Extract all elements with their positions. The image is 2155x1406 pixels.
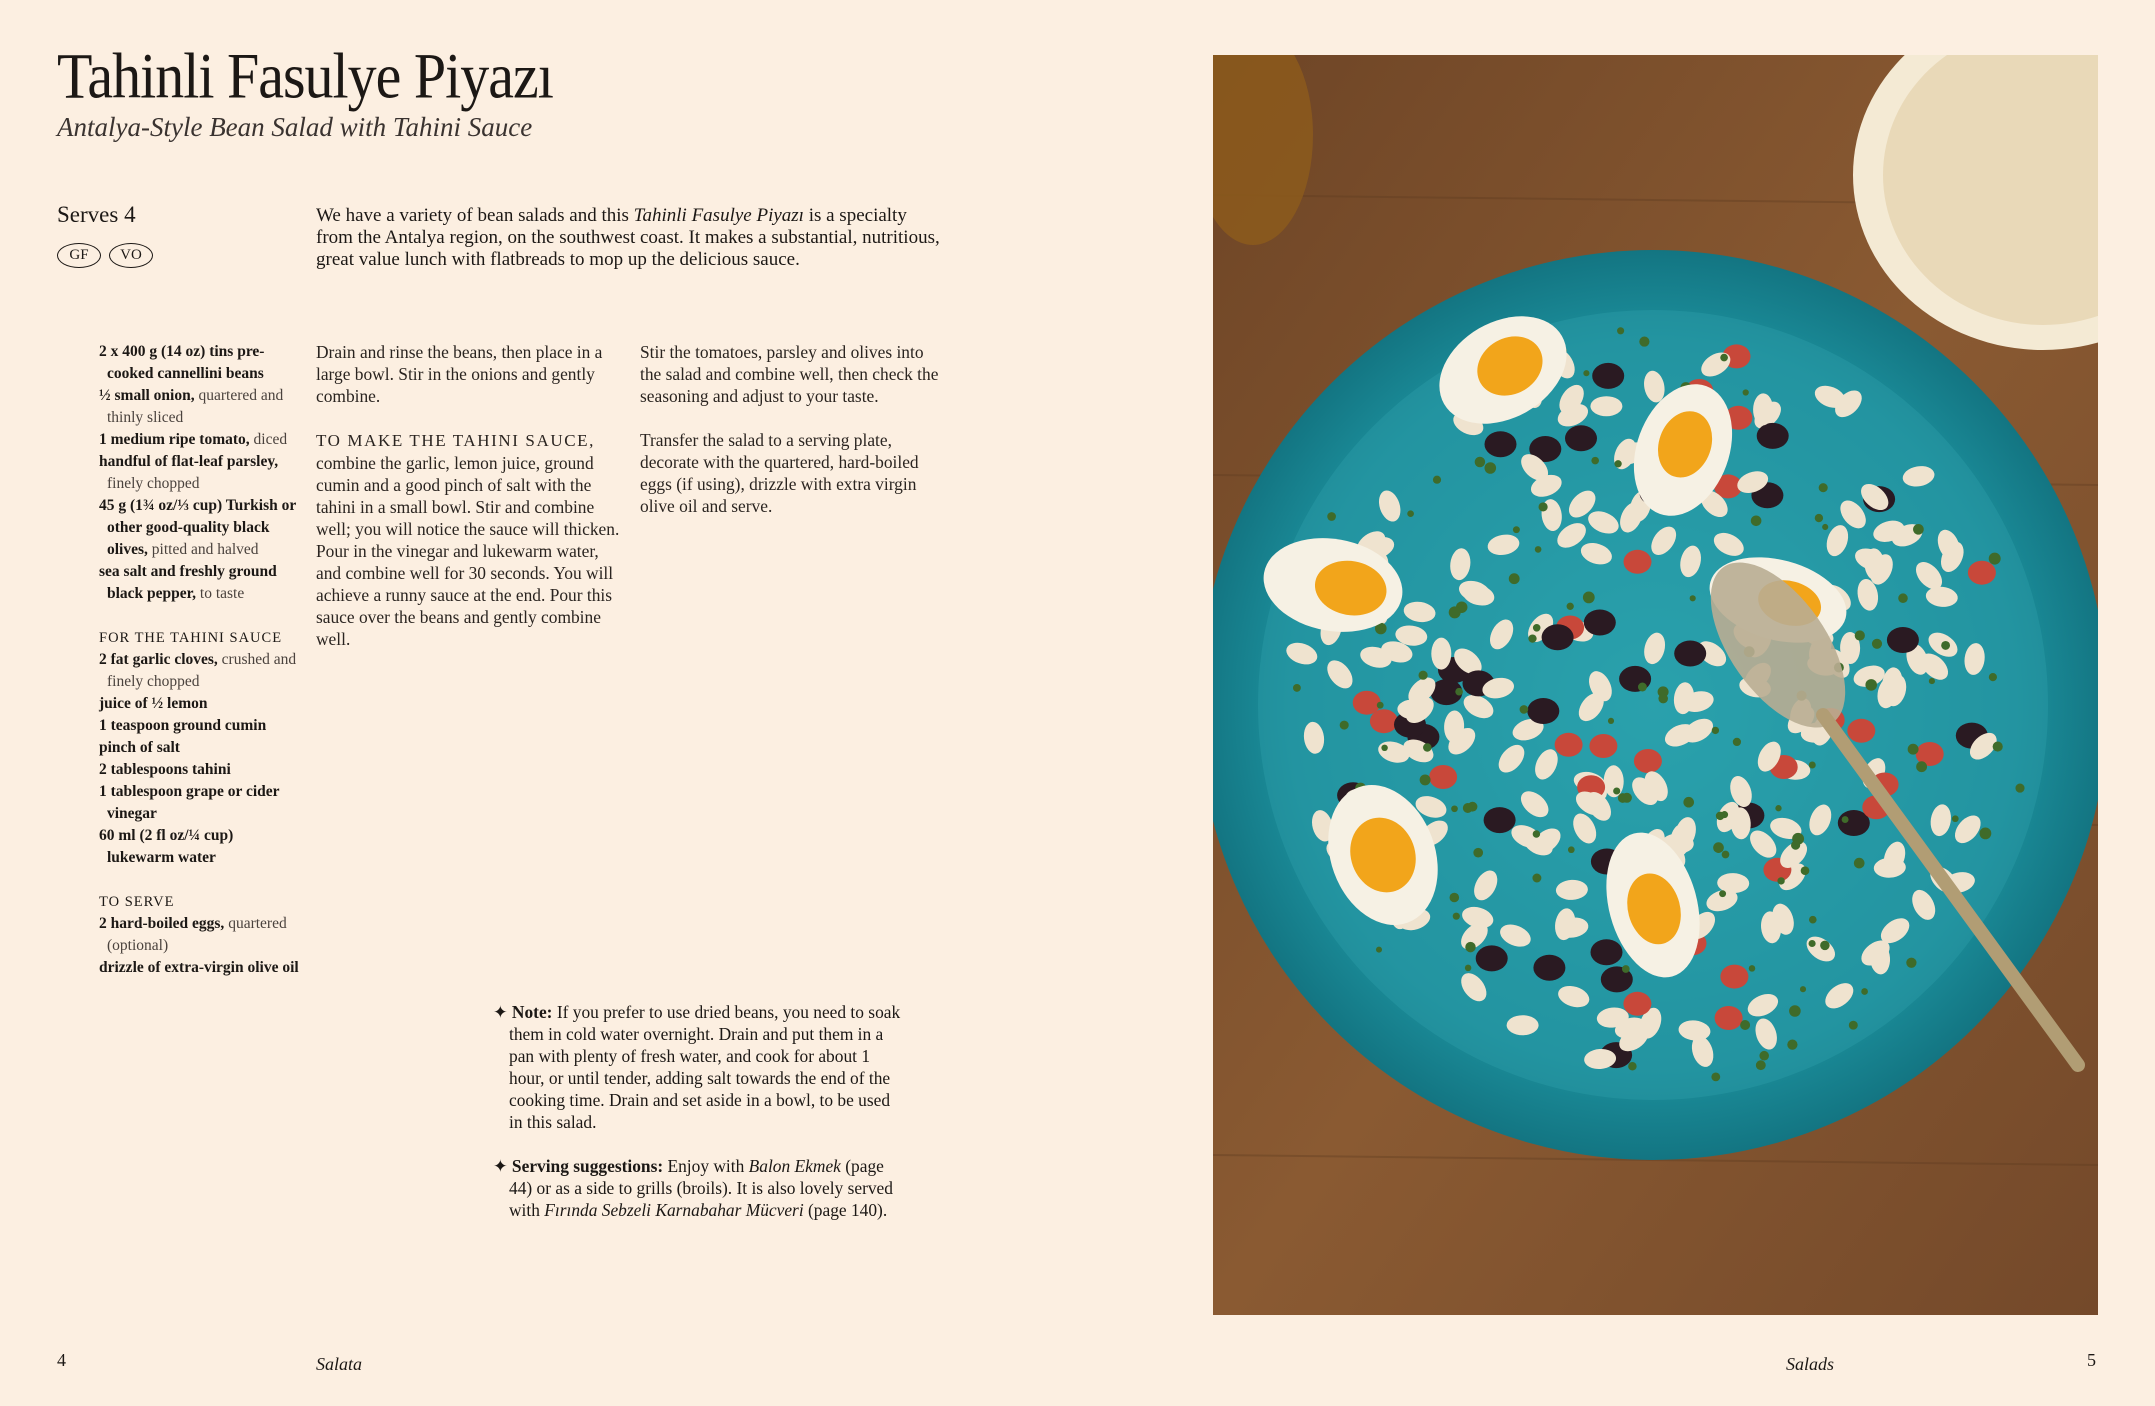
parsley-fleck bbox=[1450, 893, 1460, 903]
parsley-fleck bbox=[1712, 727, 1719, 734]
serving-dish-2: Fırında Sebzeli Karnabahar Mücveri bbox=[544, 1200, 804, 1220]
ingredient-item bbox=[99, 957, 304, 979]
parsley-fleck bbox=[1865, 679, 1877, 691]
olive bbox=[1533, 955, 1565, 981]
tomato-piece bbox=[1715, 1006, 1743, 1030]
note-label: Note: bbox=[511, 1002, 553, 1022]
parsley-fleck bbox=[1591, 457, 1599, 465]
parsley-fleck bbox=[1898, 593, 1908, 603]
olive bbox=[1674, 641, 1706, 667]
ingredient-item bbox=[99, 781, 304, 825]
note-text: If you prefer to use dried beans, you need to soak them in cold water overnight. Drain and put them in a pan with plenty of fresh water, and cook for about 1 hour, or until tender, adding salt towards the end of the cooking time. Drain and set aside in a bowl, to be used in this salad. bbox=[509, 1002, 901, 1132]
tomato-piece bbox=[1589, 734, 1617, 758]
serving-text-e: (page 140). bbox=[803, 1200, 888, 1220]
diet-badges bbox=[57, 243, 153, 268]
parsley-fleck bbox=[1475, 457, 1485, 467]
ingredient-name: ½ small onion, bbox=[99, 387, 195, 404]
parsley-fleck bbox=[1719, 890, 1726, 897]
parsley-fleck bbox=[1419, 671, 1428, 680]
parsley-fleck bbox=[2015, 784, 2024, 793]
parsley-fleck bbox=[1713, 842, 1724, 853]
parsley-fleck bbox=[1658, 694, 1667, 703]
parsley-fleck bbox=[1293, 684, 1301, 692]
parsley-fleck bbox=[1465, 965, 1471, 971]
serving-text-c: (page 44) or as a side to grills (broils). It is also lovely served with bbox=[509, 1156, 893, 1220]
tomato-piece bbox=[1624, 550, 1652, 574]
ingredient-note: quartered and thinly sliced bbox=[107, 387, 284, 426]
ingredient-item bbox=[99, 451, 304, 495]
parsley-fleck bbox=[1340, 721, 1349, 730]
ingredient-item bbox=[99, 429, 304, 451]
parsley-fleck bbox=[1711, 1072, 1720, 1081]
parsley-fleck bbox=[1929, 678, 1935, 684]
parsley-fleck bbox=[1423, 743, 1432, 752]
method-step-3: Stir the tomatoes, parsley and olives into the salad and combine well, then check the seasoning and adjust to your taste. bbox=[640, 342, 939, 406]
parsley-fleck bbox=[1759, 1051, 1769, 1061]
ingredient-name: drizzle of extra-virgin olive oil bbox=[99, 959, 299, 976]
ingredient-item bbox=[99, 341, 304, 385]
ingredient-name: 1 teaspoon ground cumin bbox=[99, 717, 267, 734]
tomato-piece bbox=[1634, 749, 1662, 773]
parsley-fleck bbox=[1800, 986, 1806, 992]
tomato-piece bbox=[1720, 965, 1748, 989]
ingredient-item bbox=[99, 385, 304, 429]
parsley-fleck bbox=[1941, 641, 1950, 650]
method-column-2 bbox=[640, 341, 940, 517]
parsley-fleck bbox=[1614, 460, 1621, 467]
method-step-2 bbox=[316, 429, 621, 650]
page-number-right: 5 bbox=[2087, 1350, 2096, 1370]
ingredient-list bbox=[99, 341, 304, 979]
parsley-fleck bbox=[1989, 673, 1997, 681]
parsley-fleck bbox=[1906, 958, 1916, 968]
tomato-piece bbox=[1429, 765, 1457, 789]
parsley-fleck bbox=[1583, 370, 1589, 376]
parsley-fleck bbox=[1916, 761, 1927, 772]
parsley-fleck bbox=[1740, 1020, 1750, 1030]
parsley-fleck bbox=[1820, 941, 1830, 951]
ingredient-name: 1 medium ripe tomato, bbox=[99, 431, 250, 448]
parsley-fleck bbox=[1749, 965, 1756, 972]
intro-dish-name: Tahinli Fasulye Piyazı bbox=[633, 205, 804, 226]
olive bbox=[1592, 363, 1624, 389]
parsley-fleck bbox=[1465, 942, 1475, 952]
olive bbox=[1757, 423, 1789, 449]
parsley-fleck bbox=[1819, 483, 1828, 492]
parsley-fleck bbox=[1872, 639, 1882, 649]
parsley-fleck bbox=[1528, 634, 1536, 642]
parsley-fleck bbox=[1513, 526, 1520, 533]
intro-text-end: is a specialty from the Antalya region, on the southwest coast. It makes a substantial, nutritious, great value lunch with flatbreads to mop up the delicious sauce. bbox=[316, 205, 940, 270]
parsley-fleck bbox=[1743, 389, 1749, 395]
ingredient-name: 2 fat garlic cloves, bbox=[99, 651, 218, 668]
main-ingredients bbox=[99, 341, 304, 605]
olive bbox=[1591, 939, 1623, 965]
parsley-fleck bbox=[1628, 1062, 1636, 1070]
parsley-fleck bbox=[1327, 512, 1336, 521]
ingredient-name: sea salt and freshly ground black pepper, bbox=[99, 563, 277, 602]
parsley-fleck bbox=[1613, 787, 1620, 794]
parsley-fleck bbox=[1809, 762, 1816, 769]
parsley-fleck bbox=[1751, 515, 1762, 526]
parsley-fleck bbox=[1451, 805, 1458, 812]
tahini-sauce-heading: FOR THE TAHINI SAUCE bbox=[99, 630, 283, 646]
vegan-option-badge: VO bbox=[109, 243, 153, 268]
parsley-fleck bbox=[1520, 705, 1529, 714]
serving-dish-1: Balon Ekmek bbox=[748, 1156, 841, 1176]
parsley-fleck bbox=[1809, 916, 1817, 924]
recipe-subtitle: Antalya-Style Bean Salad with Tahini Sauce bbox=[57, 112, 533, 142]
section-name-left: Salata bbox=[316, 1354, 363, 1374]
olive bbox=[1484, 807, 1516, 833]
parsley-fleck bbox=[1801, 866, 1810, 875]
parsley-fleck bbox=[1683, 797, 1694, 808]
tahini-sauce-step-heading: TO MAKE THE TAHINI SAUCE, bbox=[316, 431, 595, 450]
parsley-fleck bbox=[1861, 988, 1868, 995]
ingredient-name: pinch of salt bbox=[99, 739, 180, 756]
ingredient-item bbox=[99, 561, 304, 605]
ingredient-note: quartered (optional) bbox=[107, 915, 287, 954]
ingredient-name: 2 hard-boiled eggs, bbox=[99, 915, 225, 932]
parsley-fleck bbox=[1809, 940, 1816, 947]
section-name-right: Salads bbox=[1786, 1354, 1835, 1374]
ingredient-item bbox=[99, 913, 304, 957]
parsley-fleck bbox=[1532, 874, 1541, 883]
parsley-fleck bbox=[1775, 805, 1781, 811]
ingredient-note: finely chopped bbox=[107, 475, 200, 492]
ingredient-name: 2 tablespoons tahini bbox=[99, 761, 231, 778]
ingredient-name: handful of flat-leaf parsley, bbox=[99, 453, 279, 470]
parsley-fleck bbox=[1716, 812, 1725, 821]
olive bbox=[1565, 425, 1597, 451]
parsley-fleck bbox=[1463, 803, 1473, 813]
ingredient-note: pitted and halved bbox=[147, 541, 259, 558]
parsley-fleck bbox=[1777, 877, 1784, 884]
ingredient-name: 2 x 400 g (14 oz) tins pre-cooked cannellini beans bbox=[99, 343, 265, 382]
tomato-piece bbox=[1555, 733, 1583, 757]
parsley-fleck bbox=[1815, 514, 1823, 522]
parsley-fleck bbox=[1722, 851, 1730, 859]
ingredient-note: crushed and finely chopped bbox=[107, 651, 297, 690]
parsley-fleck bbox=[1639, 337, 1649, 347]
to-serve-heading: TO SERVE bbox=[99, 894, 175, 910]
parsley-fleck bbox=[1842, 816, 1849, 823]
parsley-fleck bbox=[1407, 510, 1414, 517]
tomato-piece bbox=[1968, 561, 1996, 585]
serving-label: Serving suggestions: bbox=[511, 1156, 664, 1176]
ingredient-item bbox=[99, 759, 304, 781]
parsley-fleck bbox=[1756, 1060, 1766, 1070]
ingredient-item bbox=[99, 825, 304, 869]
method-column-1 bbox=[316, 341, 621, 650]
ingredient-note: diced bbox=[249, 431, 288, 448]
parsley-fleck bbox=[1855, 630, 1865, 640]
parsley-fleck bbox=[1787, 1039, 1797, 1049]
recipe-title: Tahinli Fasulye Piyazı bbox=[57, 39, 553, 112]
parsley-fleck bbox=[1449, 606, 1461, 618]
olive bbox=[1476, 945, 1508, 971]
parsley-fleck bbox=[1952, 815, 1959, 822]
serving-text-a: Enjoy with bbox=[663, 1156, 749, 1176]
ingredient-note: to taste bbox=[196, 585, 245, 602]
bean bbox=[1590, 396, 1622, 416]
bean-salad-illustration bbox=[1213, 55, 2098, 1315]
ingredient-name: 60 ml (2 fl oz/¼ cup) lukewarm water bbox=[99, 827, 234, 866]
dried-beans-note: ✦ Note: If you prefer to use dried beans, you need to soak them in cold water overnight. Drain and put them in a pan with plenty of fresh water, and cook for about 1 hour, or until tender, adding salt towards the end of the cooking time. Drain and set aside in a bowl, to be used in this salad. bbox=[493, 1002, 901, 1132]
olive bbox=[1542, 624, 1574, 650]
parsley-fleck bbox=[1583, 591, 1595, 603]
parsley-fleck bbox=[1535, 546, 1542, 553]
parsley-fleck bbox=[1622, 965, 1630, 973]
parsley-fleck bbox=[1533, 830, 1540, 837]
recipe-photo bbox=[1213, 55, 2098, 1315]
ingredient-item bbox=[99, 715, 304, 737]
olive bbox=[1485, 431, 1517, 457]
parsley-fleck bbox=[1979, 827, 1991, 839]
ingredient-name: 45 g (1¾ oz/⅓ cup) Turkish or other good-quality black olives, bbox=[99, 497, 296, 558]
ingredient-item bbox=[99, 737, 304, 759]
parsley-fleck bbox=[1908, 744, 1919, 755]
parsley-fleck bbox=[1568, 846, 1575, 853]
sauce-ingredients bbox=[99, 649, 304, 869]
parsley-fleck bbox=[1533, 624, 1541, 632]
parsley-fleck bbox=[1993, 742, 2003, 752]
bean bbox=[1507, 1015, 1539, 1035]
olive bbox=[1887, 627, 1919, 653]
serve-ingredients bbox=[99, 913, 304, 979]
ingredient-item bbox=[99, 649, 304, 693]
olive bbox=[1527, 698, 1559, 724]
parsley-fleck bbox=[1638, 683, 1647, 692]
tomato-piece bbox=[1623, 992, 1651, 1016]
serves-label: Serves 4 bbox=[57, 202, 136, 227]
method-step-1: Drain and rinse the beans, then place in a large bowl. Stir in the onions and gently combine. bbox=[316, 342, 603, 406]
intro-text-start: We have a variety of bean salads and this bbox=[316, 205, 634, 226]
recipe-intro bbox=[316, 205, 946, 271]
parsley-fleck bbox=[1849, 1021, 1858, 1030]
recipe-notes bbox=[493, 1001, 903, 1243]
method-step-2-text: combine the garlic, lemon juice, ground cumin and a good pinch of salt with the tahini in a small bowl. Stir and combine well; you will notice the sauce will thicken. Pour in the vinegar and lukewarm water, and combine well for 30 seconds. You will achieve a runny sauce at the end. Pour this sauce over the beans and gently combine well. bbox=[316, 453, 620, 649]
parsley-fleck bbox=[1377, 702, 1384, 709]
ingredient-item bbox=[99, 495, 304, 561]
parsley-fleck bbox=[1733, 738, 1741, 746]
parsley-fleck bbox=[1791, 841, 1800, 850]
serving-suggestions-note: ✦ Serving suggestions: Enjoy with Balon Ekmek (page 44) or as a side to grills (broils). It is also lovely served with Fırında Sebzeli Karnabahar Mücveri (page 140). bbox=[493, 1156, 893, 1220]
parsley-fleck bbox=[1473, 848, 1483, 858]
parsley-fleck bbox=[1720, 354, 1728, 362]
bean bbox=[1431, 638, 1451, 670]
parsley-fleck bbox=[1789, 1005, 1801, 1017]
ingredient-item bbox=[99, 693, 304, 715]
tomato-piece bbox=[1847, 719, 1875, 743]
parsley-fleck bbox=[1854, 858, 1865, 869]
parsley-fleck bbox=[1622, 793, 1632, 803]
parsley-fleck bbox=[1690, 595, 1696, 601]
gluten-free-badge: GF bbox=[57, 243, 101, 268]
parsley-fleck bbox=[1420, 774, 1431, 785]
parsley-fleck bbox=[1485, 462, 1497, 474]
parsley-fleck bbox=[1989, 553, 2001, 565]
parsley-fleck bbox=[1822, 524, 1828, 530]
parsley-fleck bbox=[1509, 573, 1520, 584]
parsley-fleck bbox=[1617, 327, 1624, 334]
parsley-fleck bbox=[1608, 718, 1614, 724]
page-number-left: 4 bbox=[57, 1350, 66, 1370]
parsley-fleck bbox=[1539, 502, 1548, 511]
tomato-piece bbox=[1353, 691, 1381, 715]
parsley-fleck bbox=[1453, 913, 1460, 920]
parsley-fleck bbox=[1913, 524, 1924, 535]
parsley-fleck bbox=[1455, 688, 1463, 696]
parsley-fleck bbox=[1376, 947, 1382, 953]
parsley-fleck bbox=[1433, 476, 1441, 484]
olive bbox=[1584, 610, 1616, 636]
parsley-fleck bbox=[1567, 603, 1574, 610]
ingredient-name: juice of ½ lemon bbox=[99, 695, 208, 712]
method-step-4: Transfer the salad to a serving plate, decorate with the quartered, hard-boiled eggs (if using), drizzle with extra virgin olive oil and serve. bbox=[640, 430, 919, 516]
ingredient-name: 1 tablespoon grape or cider vinegar bbox=[99, 783, 280, 822]
parsley-fleck bbox=[1381, 745, 1387, 751]
